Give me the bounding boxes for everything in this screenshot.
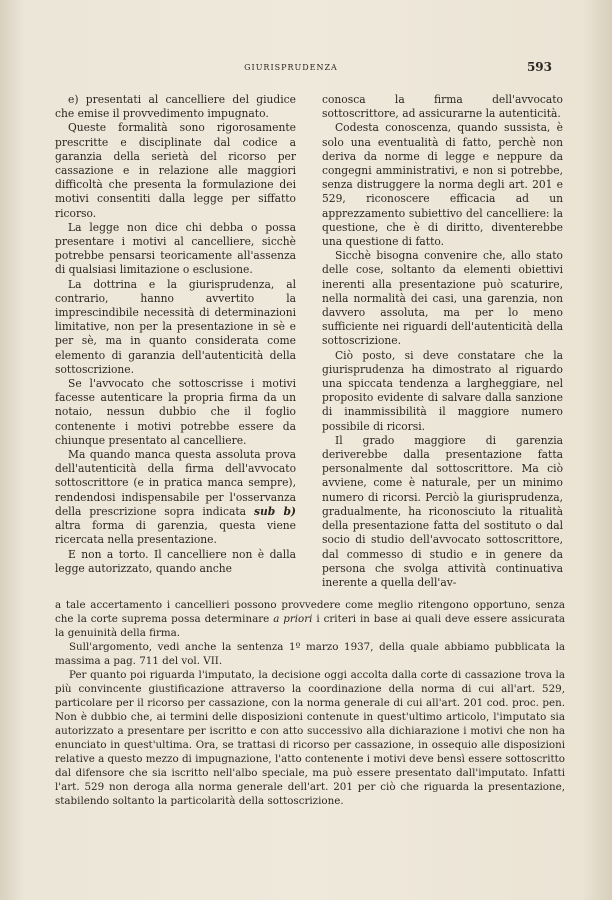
footnote-paragraph-1-italic: a priori — [273, 613, 313, 625]
left-paragraph-3: La legge non dice chi debba o possa presentare i motivi al cancelliere, sicchè potrebbe pensarsi teoricamente all'assenza di qualsiasi limitazione o esclusione. — [55, 220, 296, 277]
page-number: 593 — [526, 60, 552, 74]
right-paragraph-2: Codesta conoscenza, quando sussista, è solo una eventualità di fatto, perchè non deriva da norme di legge e neppure da congegni amministrativi, e non si potrebbe, senza distruggere la norma degli art. 201 e 529, riconoscere efficacia ad un apprezzamento subiettivo del cancelliere: la questione, che è di diritto, diventerebbe una questione di fatto. — [322, 121, 563, 249]
left-paragraph-6-start: Ma quando manca questa assoluta prova dell'autenticità della firma dell'avvocato sottoscrittore (e in pratica manca sempre), rendendosi indispensabile per l'osservanza della prescrizione sopra indicata — [55, 448, 296, 518]
left-paragraph-2: Queste formalità sono rigorosamente prescritte e disciplinate dal codice a garanzia della serietà del ricorso per cassazione e in relazione alle maggiori difficoltà che presenta la formulazione dei motivi consentiti dalla legge per siffatto ricorso. — [55, 121, 296, 220]
right-paragraph-4: Ciò posto, si deve constatare che la giurisprudenza ha dimostrato al riguardo una spiccata tendenza a largheggiare, nel proposito evidente di salvare dalla sanzione di inammissibilità il maggiore numero possibile di ricorsi. — [322, 348, 563, 433]
left-paragraph-6 — [55, 448, 296, 547]
footnote-paragraph-3: Per quanto poi riguarda l'imputato, la decisione oggi accolta dalla corte di cassazione trova la più convincente giustificazione attraverso la coordinazione della norma di cui all'art. 529, particolare per il ricorso per cassazione, con la norma generale di cui all'art. 201 cod. proc. pen. Non è dubbio che, ai termini delle disposizioni contenute in quest'ultimo articolo, l'imputato sia autorizzato a presentare per iscritto e con atto successivo alla dichiarazione i motivi che non ha enunciato in quest'ultima. Ora, se trattasi di ricorso per cassazione, in ossequio alle disposizioni relative a questo mezzo di impugnazione, l'atto contenente i motivi deve bensì essere sottoscritto dal difensore che sia iscritto nell'albo speciale, ma può essere presentato dall'imputato. Infatti l'art. 529 non deroga alla norma generale dell'art. 201 per ciò che riguarda la presentazione, stabilendo soltanto la particolarità della sottoscrizione. — [55, 669, 565, 807]
right-paragraph-5: Il grado maggiore di garenzia deriverebbe dalla presentazione fatta personalmente dal sottoscrittore. Ma ciò avviene, come è naturale, per un minimo numero di ricorsi. Perciò la giurisprudenza, gradualmente, ha riconosciuto la ritualità della presentazione fatta del sostituto o dal socio di studio dell'avvocato sottoscrittore, dal commesso di studio e in genere da persona che svolga attività continuativa inerente a quella dell'av- — [322, 433, 563, 589]
left-paragraph-6-end: altra forma di garenzia, questa viene ricercata nella presentazione. — [55, 519, 296, 547]
right-paragraph-1: conosca la firma dell'avvocato sottoscrittore, ad assicurarne la autenticità. — [322, 93, 563, 121]
left-paragraph-4: La dottrina e la giurisprudenza, al contrario, hanno avvertito la imprescindibile necessità di determinazioni limitative, non per la presentazione in sè e per sè, ma in quanto considerata come elemento di garanzia dell'autenticità della sottoscrizione. — [55, 277, 296, 376]
left-paragraph-6-italic: sub b) — [253, 504, 296, 518]
footnote-block — [55, 598, 565, 808]
left-paragraph-1 — [55, 93, 296, 121]
left-column — [55, 93, 296, 587]
left-paragraph-5: Se l'avvocato che sottoscrisse i motivi facesse autenticare la propria firma da un notaio, nessun dubbio che il foglio contenente i motivi potrebbe essere da chiunque presentato al cancelliere. — [55, 377, 296, 447]
left-paragraph-1-text: e) presentati al cancelliere del giudice che emise il provvedimento impugnato. — [55, 93, 296, 121]
right-paragraph-3: Sicchè bisogna convenire che, allo stato delle cose, soltanto da elementi obiettivi inerenti alla presentazione può scaturire, nella normalità dei casi, una garenzia, non davvero assoluta, ma per lo meno sufficiente nei riguardi dell'autenticità della sottoscrizione. — [322, 249, 563, 348]
footnote-paragraph-1-start: a tale accertamento i cancellieri possono provvedere come meglio ritengono opportuno, senza che la corte suprema possa determinare — [55, 599, 565, 625]
left-paragraph-7: E non a torto. Il cancelliere non è dalla legge autorizzato, quando anche — [55, 547, 296, 575]
footnote-paragraph-1 — [55, 598, 565, 640]
two-column-body — [55, 93, 563, 587]
running-head: GIURISPRUDENZA — [244, 63, 338, 72]
footnote-paragraph-2: Sull'argomento, vedi anche la sentenza 1º marzo 1937, della quale abbiamo pubblicata la massima a pag. 711 del vol. VII. — [55, 641, 565, 667]
page-header — [30, 60, 552, 80]
right-column — [322, 93, 563, 587]
footnote-paragraph-1-end: i criteri in base ai quali deve essere assicurata la genuinità della firma. — [55, 613, 565, 639]
